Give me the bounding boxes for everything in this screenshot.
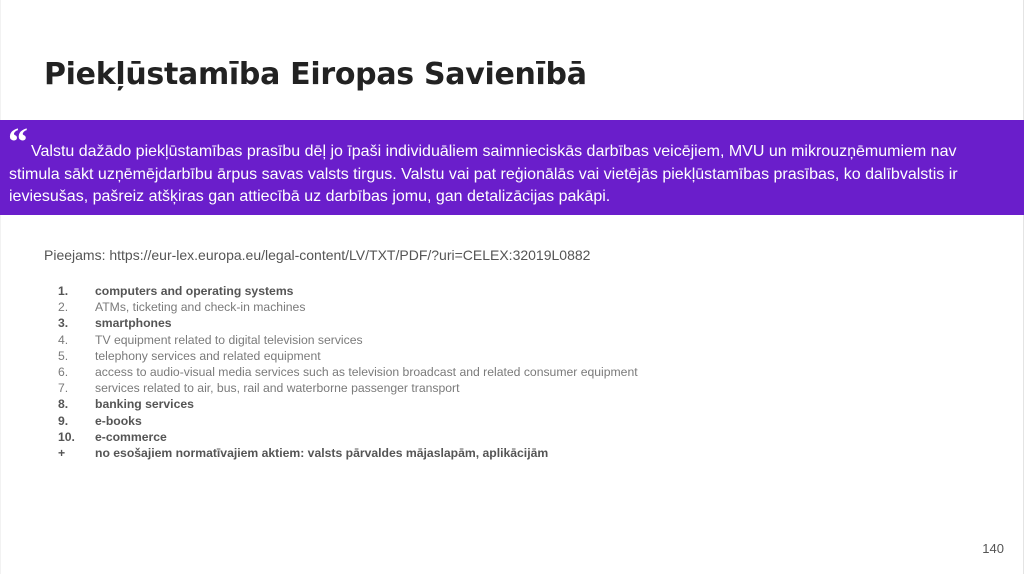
list-item-text: ATMs, ticketing and check-in machines (95, 300, 306, 315)
list-item (58, 315, 638, 331)
list-item-text: TV equipment related to digital television services (95, 332, 363, 347)
list-item-text: no esošajiem normatīvajiem aktiem: valsts pārvaldes mājaslapām, aplikācijām (95, 445, 549, 460)
slide-title: Piekļūstamība Eiropas Savienībā (44, 57, 587, 92)
list-item-text: computers and operating systems (95, 284, 294, 298)
list-item-number: 2. (58, 300, 69, 315)
list-item (58, 364, 638, 380)
list-item-number: 6. (58, 364, 69, 379)
list-item-number: 3. (58, 316, 69, 331)
quote-banner (0, 120, 1024, 215)
quote-mark-icon: “ (8, 119, 28, 164)
page-number: 140 (982, 541, 1004, 556)
list-item-number: 1. (58, 284, 69, 298)
list-item (58, 380, 638, 396)
list-item-number: 9. (58, 413, 69, 428)
list-item (58, 332, 638, 348)
list-item-number: 5. (58, 348, 69, 363)
list-item-number: 8. (58, 397, 69, 412)
list-item-number: 4. (58, 332, 69, 347)
list-item (58, 413, 638, 429)
list-item (58, 429, 638, 445)
list-item-text: access to audio-visual media services such as television broadcast and related consumer equipment (95, 364, 638, 379)
source-reference: Pieejams: https://eur-lex.europa.eu/legal-content/LV/TXT/PDF/?uri=CELEX:32019L0882 (44, 247, 591, 263)
list-item (58, 283, 638, 299)
list-item-text: banking services (95, 397, 194, 412)
list-item-text: services related to air, bus, rail and waterborne passenger transport (95, 381, 460, 396)
list-item-number: 7. (58, 381, 69, 396)
list-item (58, 299, 638, 315)
list-item (58, 396, 638, 412)
slide-left-edge (0, 0, 1, 574)
quote-text: Valstu dažādo piekļūstamības prasību dēļ jo īpaši individuāliem saimnieciskās darbības veicējiem, MVU un mikrouzņēmumiem nav stimula sākt uzņēmējdarbību ārpus savas valsts tirgus. Valstu vai pat reģionālās vai vietējās piekļūstamības prasības, ko dalībvalstis ir ieviesušas, pašreiz atšķiras gan attiecībā uz darbības jomu, gan detalizācijas pakāpi. (9, 143, 958, 205)
list-item (58, 445, 638, 461)
list-item-number: 10. (58, 429, 75, 444)
list-item-text: smartphones (95, 316, 172, 331)
list-item-text: e-commerce (95, 429, 167, 444)
product-service-list (58, 283, 638, 461)
list-item-text: telephony services and related equipment (95, 348, 321, 363)
list-item-number: + (58, 445, 66, 460)
list-item (58, 348, 638, 364)
list-item-text: e-books (95, 413, 142, 428)
